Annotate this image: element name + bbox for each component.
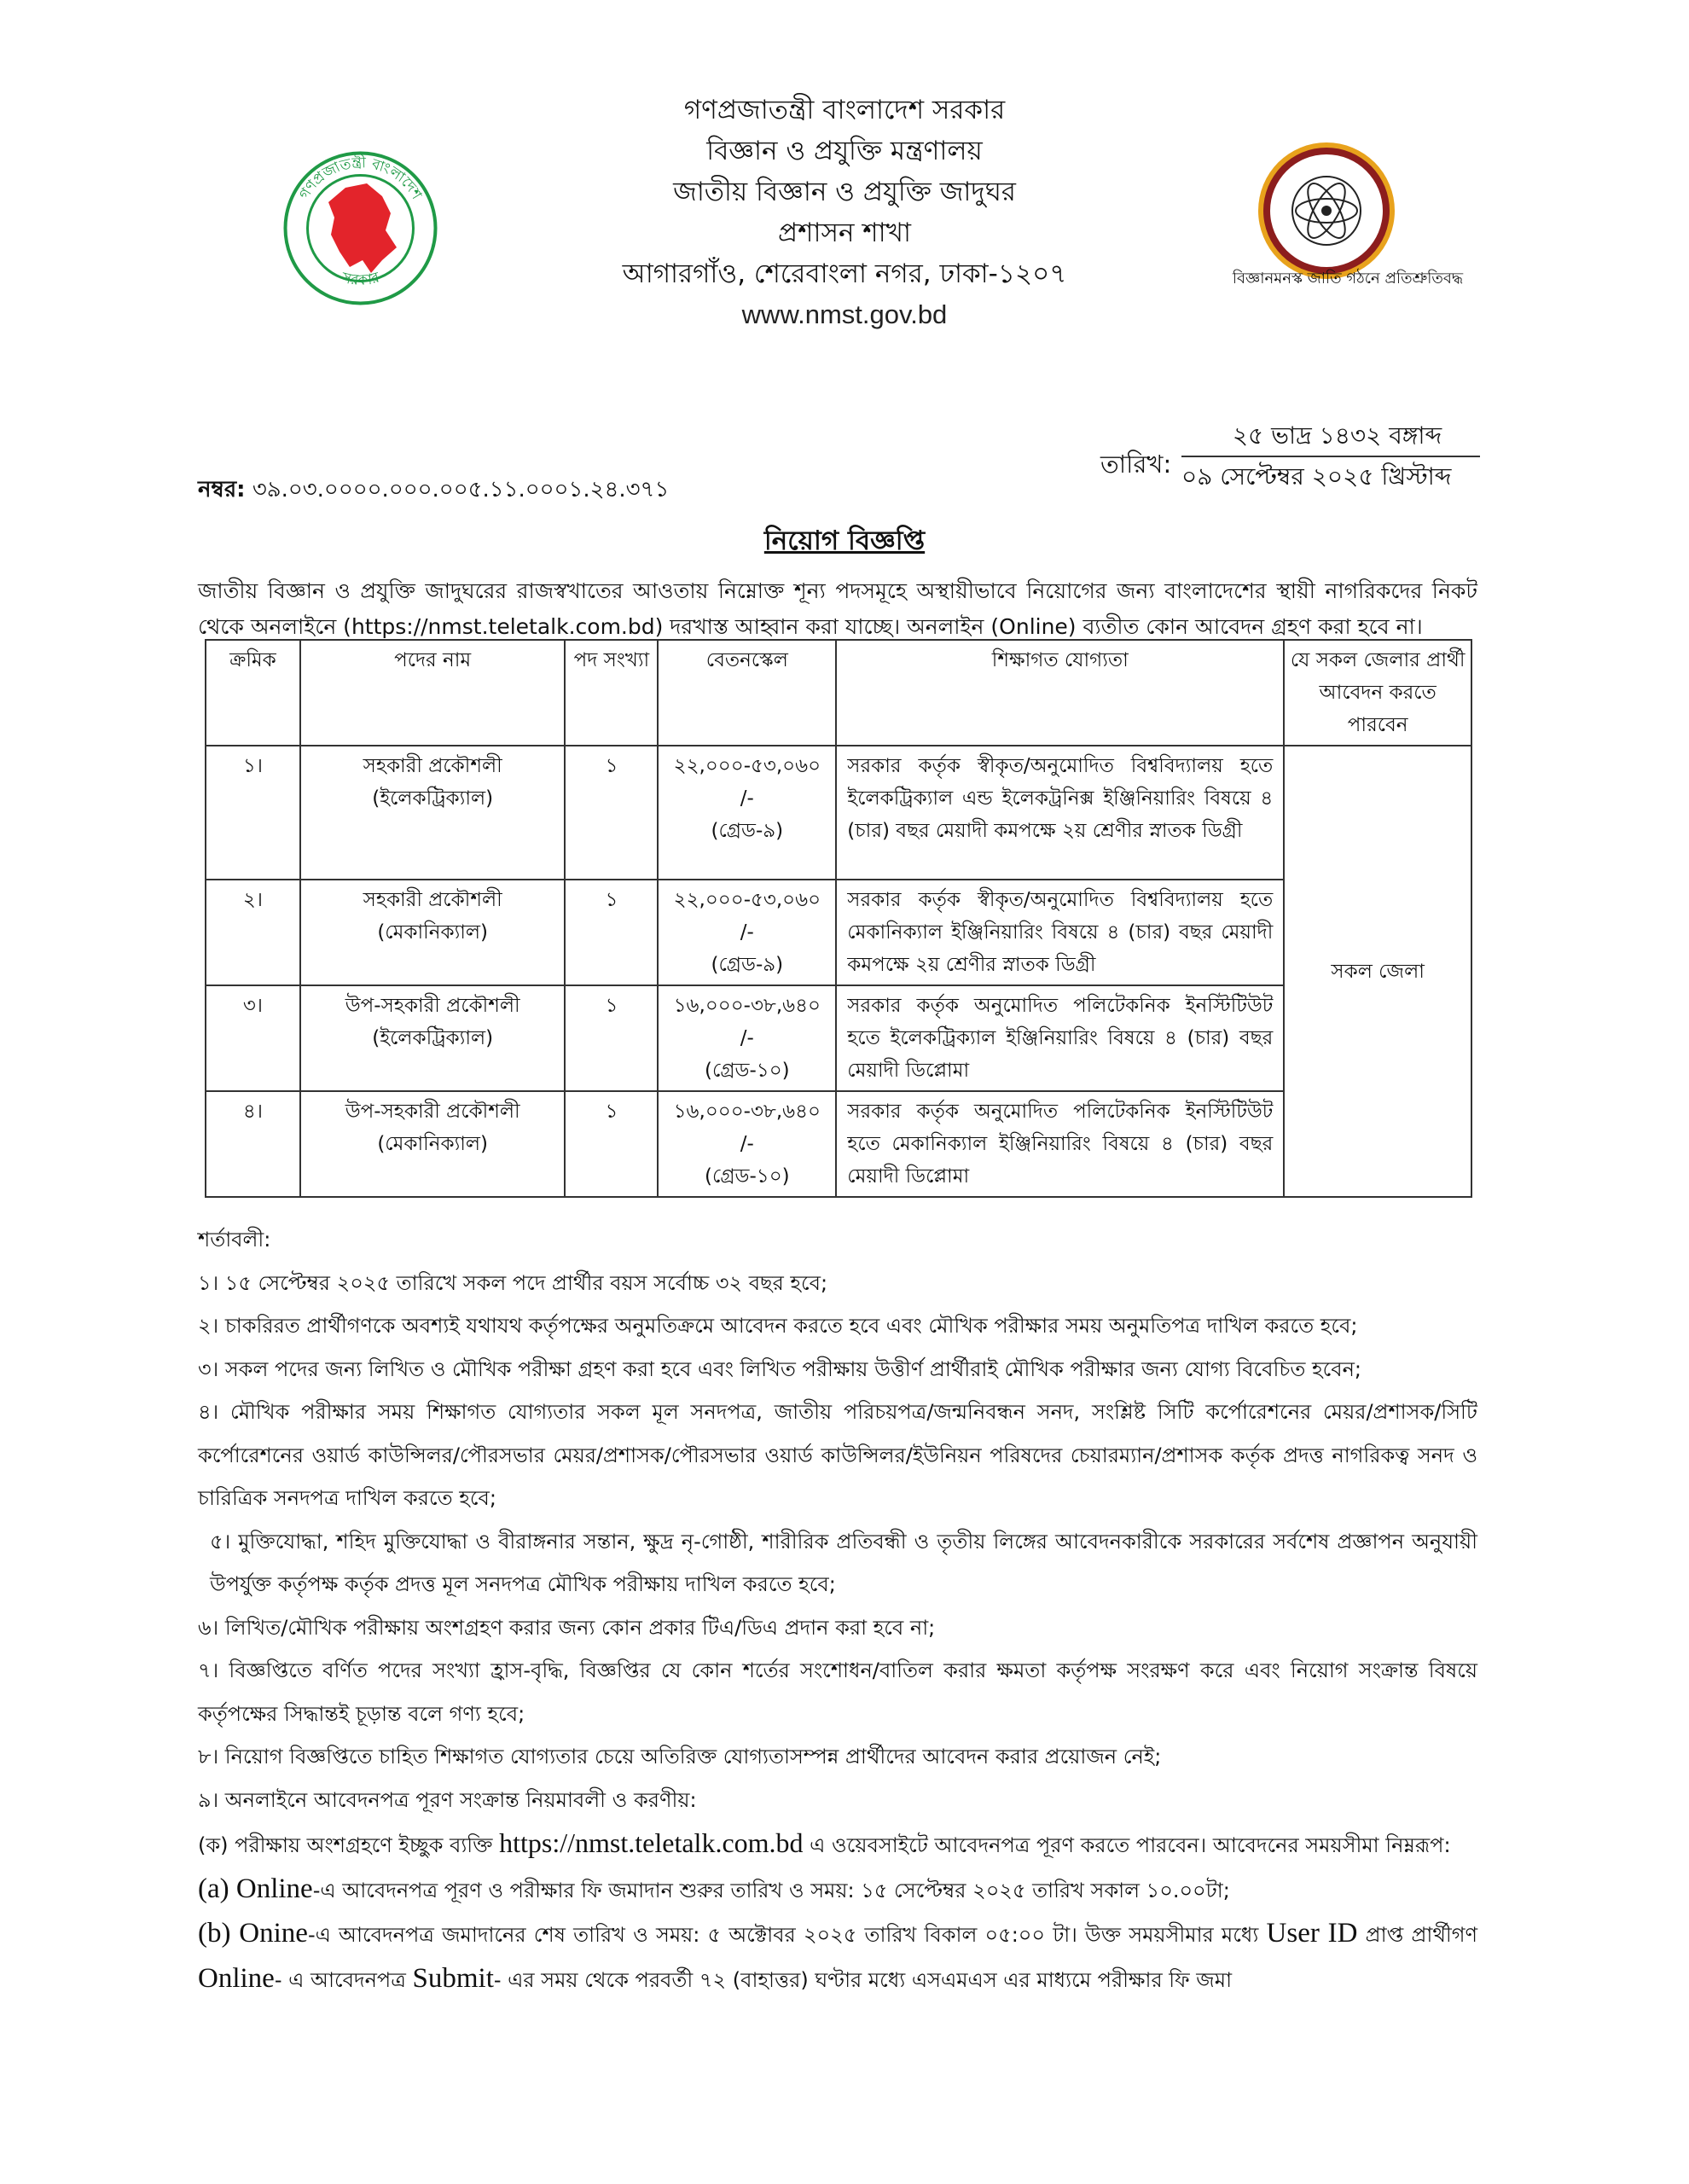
cell-scale (658, 1091, 836, 1197)
post-subtitle: (মেকানিক্যাল) (377, 1133, 489, 1155)
header-website-link[interactable]: www.nmst.gov.bd (741, 299, 948, 329)
term-item: ৭। বিজ্ঞপ্তিতে বর্ণিত পদের সংখ্যা হ্রাস-বৃদ্ধি, বিজ্ঞপ্তির যে কোন শর্তের সংশোধন/বাতিল করার ক্ষমতা কর্তৃপক্ষ সংরক্ষণ করে এবং নিয়োগ সংক্রান্ত বিষয়ে কর্তৃপক্ষের সিদ্ধান্তই চূড়ান্ত বলে গণ্য হবে; (198, 1658, 1477, 1726)
post-title: উপ-সহকারী প্রকৌশলী (345, 995, 520, 1017)
b-text-2: প্রাপ্ত প্রার্থীগণ (1365, 1923, 1477, 1947)
header-post-count: পদ সংখ্যা (565, 640, 658, 746)
scale-suffix: /- (740, 1027, 754, 1049)
scale-value: ১৬,০০০-৩৮,৬৪০ (673, 1101, 821, 1123)
seal-arc-text-bottom: সরকার (340, 269, 381, 290)
term-item: ৯। অনলাইনে আবেদনপত্র পূরণ সংক্রান্ত নিয়মাবলী ও করণীয়: (198, 1787, 697, 1812)
header-line-branch: প্রশাসন শাখা (778, 218, 911, 248)
table-row (206, 880, 1471, 985)
cell-serial: ২। (206, 880, 300, 985)
header-post-name: পদের নাম (300, 640, 566, 746)
table-row (206, 985, 1471, 1091)
b-online: Online (198, 1962, 275, 1994)
term-item: ৫। মুক্তিযোদ্ধা, শহিদ মুক্তিযোদ্ধা ও বীরাঙ্গনার সন্তান, ক্ষুদ্র নৃ-গোষ্ঠী, শারীরিক প্রতিবন্ধী ও তৃতীয় লিঙ্গের আবেদনকারীকে সরকারের সর্বশেষ প্রজ্ঞাপন অনুযায়ী উপর্যুক্ত কর্তৃপক্ষ কর্তৃক প্রদত্ত মূল সনদপত্র মৌখিক পরীক্ষায় দাখিল করতে হবে; (210, 1529, 1477, 1596)
museum-tagline: বিজ্ঞানমনস্ক জাতি গঠনে প্রতিশ্রুতিবদ্ধ (1232, 270, 1464, 288)
cell-scale (658, 880, 836, 985)
museum-logo-icon (1254, 138, 1399, 283)
post-subtitle: (ইলেকট্রিক্যাল) (372, 1027, 494, 1049)
cell-scale (658, 985, 836, 1091)
date-bangla: ২৫ ভাদ্র ১৪৩২ বঙ্গাব্দ (1181, 416, 1480, 457)
scale-grade: (গ্রেড-১০) (705, 1165, 790, 1188)
header-qualification: শিক্ষাগত যোগ্যতা (836, 640, 1284, 746)
term-item: ৩। সকল পদের জন্য লিখিত ও মৌখিক পরীক্ষা গ্রহণ করা হবে এবং লিখিত পরীক্ষায় উত্তীর্ণ প্রার্থীরাই মৌখিক পরীক্ষার জন্য যোগ্য বিবেচিত হবেন; (198, 1356, 1361, 1381)
term-item-k (198, 1821, 1477, 1867)
office-header (546, 90, 1143, 335)
cell-qualification: সরকার কর্তৃক অনুমোদিত পলিটেকনিক ইনস্টিটিউট হতে মেকানিক্যাল ইঞ্জিনিয়ারিং বিষয়ে ৪ (চার) বছর মেয়াদী ডিপ্লোমা (836, 1091, 1284, 1197)
date-label: তারিখ: (1100, 450, 1172, 479)
cell-qualification: সরকার কর্তৃক স্বীকৃত/অনুমোদিত বিশ্ববিদ্যালয় হতে ইলেকট্রিক্যাল এন্ড ইলেকট্রনিক্স ইঞ্জিনিয়ারিং বিষয়ে ৪ (চার) বছর মেয়াদী কমপক্ষে ২য় শ্রেণীর স্নাতক ডিগ্রী (836, 746, 1284, 880)
k-prefix: (ক) পরীক্ষায় অংশগ্রহণে ইচ্ছুক ব্যক্তি (198, 1833, 493, 1857)
b-text-4: - এর সময় থেকে পরবর্তী ৭২ (বাহাত্তর) ঘণ্টার মধ্যে এসএমএস এর মাধ্যমে পরীক্ষার ফি জমা (493, 1967, 1233, 1992)
b-text-3: - এ আবেদনপত্র (274, 1967, 406, 1992)
term-item: ৮। নিয়োগ বিজ্ঞপ্তিতে চাহিত শিক্ষাগত যোগ্যতার চেয়ে অতিরিক্ত যোগ্যতাসম্পন্ন প্রার্থীদের আবেদন করার প্রয়োজন নেই; (198, 1745, 1162, 1769)
posts-table (205, 639, 1472, 1198)
header-line-government: গণপ্রজাতন্ত্রী বাংলাদেশ সরকার (683, 95, 1006, 125)
term-item: ১। ১৫ সেপ্টেম্বর ২০২৫ তারিখে সকল পদে প্রার্থীর বয়স সর্বোচ্চ ৩২ বছর হবে; (198, 1270, 828, 1295)
cell-post (300, 1091, 566, 1197)
scale-value: ২২,০০০-৫৩,০৬০ (673, 755, 821, 777)
k-suffix: এ ওয়েবসাইটে আবেদনপত্র পূরণ করতে পারবেন। আবেদনের সময়সীমা নিম্নরূপ: (810, 1833, 1451, 1857)
post-title: উপ-সহকারী প্রকৌশলী (345, 1101, 520, 1123)
post-title: সহকারী প্রকৌশলী (363, 755, 502, 777)
post-title: সহকারী প্রকৌশলী (363, 889, 502, 911)
a-text: -এ আবেদনপত্র পূরণ ও পরীক্ষার ফি জমাদান শুরুর তারিখ ও সময়: ১৫ সেপ্টেম্বর ২০২৫ তারিখ সকাল ১০.০০টা; (312, 1878, 1230, 1902)
memo-value: ৩৯.০৩.০০০০.০০০.০০৫.১১.০০০১.২৪.৩৭১ (252, 477, 670, 502)
terms-heading: শর্তাবলী: (198, 1228, 271, 1252)
cell-qualification: সরকার কর্তৃক স্বীকৃত/অনুমোদিত বিশ্ববিদ্যালয় হতে মেকানিক্যাল ইঞ্জিনিয়ারিং বিষয়ে ৪ (চার) বছর মেয়াদী কমপক্ষে ২য় শ্রেণীর স্নাতক ডিগ্রী (836, 880, 1284, 985)
date-gregorian: ০৯ সেপ্টেম্বর ২০২৫ খ্রিস্টাব্দ (1181, 462, 1452, 491)
memo-number (198, 472, 669, 509)
cell-serial: ১। (206, 746, 300, 880)
header-line-address: আগারগাঁও, শেরেবাংলা নগর, ঢাকা-১২০৭ (622, 258, 1067, 289)
post-subtitle: (মেকানিক্যাল) (377, 921, 489, 944)
seal-arc-text-top: গণপ্রজাতন্ত্রী বাংলাদেশ (295, 154, 426, 203)
scale-suffix: /- (740, 1133, 754, 1155)
cell-districts: সকল জেলা (1284, 746, 1471, 1197)
cell-post (300, 880, 566, 985)
notice-title: নিয়োগ বিজ্ঞপ্তি (763, 526, 926, 556)
cell-serial: ৩। (206, 985, 300, 1091)
cell-count: ১ (565, 985, 658, 1091)
header-line-ministry: বিজ্ঞান ও প্রযুক্তি মন্ত্রণালয় (706, 136, 983, 166)
teletalk-link[interactable]: https://nmst.teletalk.com.bd (499, 1827, 804, 1858)
b-submit: Submit (412, 1962, 494, 1994)
bangladesh-government-seal-icon (282, 149, 439, 307)
a-tag: (a) Online (198, 1873, 313, 1904)
table-row (206, 746, 1471, 880)
header-line-museum: জাতীয় বিজ্ঞান ও প্রযুক্তি জাদুঘর (673, 177, 1016, 207)
cell-post (300, 985, 566, 1091)
header-serial: ক্রমিক (206, 640, 300, 746)
table-row (206, 1091, 1471, 1197)
memo-label: নম্বর: (198, 477, 246, 502)
header-eligible-districts: যে সকল জেলার প্রার্থী আবেদন করতে পারবেন (1284, 640, 1471, 746)
term-item: ২। চাকরিরত প্রার্থীগণকে অবশ্যই যথাযথ কর্তৃপক্ষের অনুমতিক্রমে আবেদন করতে হবে এবং মৌখিক পরীক্ষার সময় অনুমতিপত্র দাখিল করতে হবে; (198, 1314, 1358, 1338)
term-item: ৬। লিখিত/মৌখিক পরীক্ষায় অংশগ্রহণ করার জন্য কোন প্রকার টিএ/ডিএ প্রদান করা হবে না; (198, 1615, 936, 1640)
terms-section (198, 1218, 1477, 2001)
scale-grade: (গ্রেড-৯) (711, 954, 784, 976)
header-pay-scale: বেতনস্কেল (658, 640, 836, 746)
cell-count: ১ (565, 1091, 658, 1197)
post-subtitle: (ইলেকট্রিক্যাল) (372, 787, 494, 810)
svg-text:সরকার (339, 269, 381, 289)
scale-value: ২২,০০০-৫৩,০৬০ (673, 889, 821, 911)
cell-count: ১ (565, 880, 658, 985)
scale-grade: (গ্রেড-৯) (711, 820, 784, 842)
scale-suffix: /- (740, 921, 754, 944)
scale-value: ১৬,০০০-৩৮,৬৪০ (673, 995, 821, 1017)
term-item-b (198, 1912, 1477, 2001)
cell-serial: ৪। (206, 1091, 300, 1197)
term-item: ৪। মৌখিক পরীক্ষার সময় শিক্ষাগত যোগ্যতার সকল মূল সনদপত্র, জাতীয় পরিচয়পত্র/জন্মনিবন্ধন সনদ, সংশ্লিষ্ট সিটি কর্পোরেশনের মেয়র/প্রশাসক/সিটি কর্পোরেশনের ওয়ার্ড কাউন্সিলর/পৌরসভার মেয়র/প্রশাসক/পৌরসভার ওয়ার্ড কাউন্সিলর/ইউনিয়ন পরিষদের চেয়ারম্যান/প্রশাসক কর্তৃক প্রদত্ত নাগরিকত্ব সনদ ও চারিত্রিক সনদপত্র দাখিল করতে হবে; (198, 1400, 1477, 1510)
cell-qualification: সরকার কর্তৃক অনুমোদিত পলিটেকনিক ইনস্টিটিউট হতে ইলেকট্রিক্যাল ইঞ্জিনিয়ারিং বিষয়ে ৪ (চার) বছর মেয়াদী ডিপ্লোমা (836, 985, 1284, 1091)
intro-paragraph: জাতীয় বিজ্ঞান ও প্রযুক্তি জাদুঘরের রাজস্বখাতের আওতায় নিম্নোক্ত শূন্য পদসমূহে অস্থায়ীভাবে নিয়োগের জন্য বাংলাদেশের স্থায়ী নাগরিকদের নিকট থেকে অনলাইনে (https://nmst.teletalk.com.bd) দরখাস্ত আহ্বান করা যাচ্ছে। অনলাইন (Online) ব্যতীত কোন আবেদন গ্রহণ করা হবে না। (198, 578, 1477, 639)
cell-count: ১ (565, 746, 658, 880)
b-text-1: -এ আবেদনপত্র জমাদানের শেষ তারিখ ও সময়: ৫ অক্টোবর ২০২৫ তারিখ বিকাল ০৫:০০ টা। উক্ত সময়সীমার মধ্যে (307, 1923, 1259, 1947)
b-tag: (b) Onine (198, 1918, 308, 1949)
cell-scale (658, 746, 836, 880)
date-block (1181, 416, 1480, 497)
b-user-id: User ID (1266, 1918, 1358, 1949)
cell-post (300, 746, 566, 880)
scale-grade: (গ্রেড-১০) (705, 1060, 790, 1082)
scale-suffix: /- (740, 787, 754, 810)
table-header-row (206, 640, 1471, 746)
term-item-a (198, 1867, 1477, 1913)
